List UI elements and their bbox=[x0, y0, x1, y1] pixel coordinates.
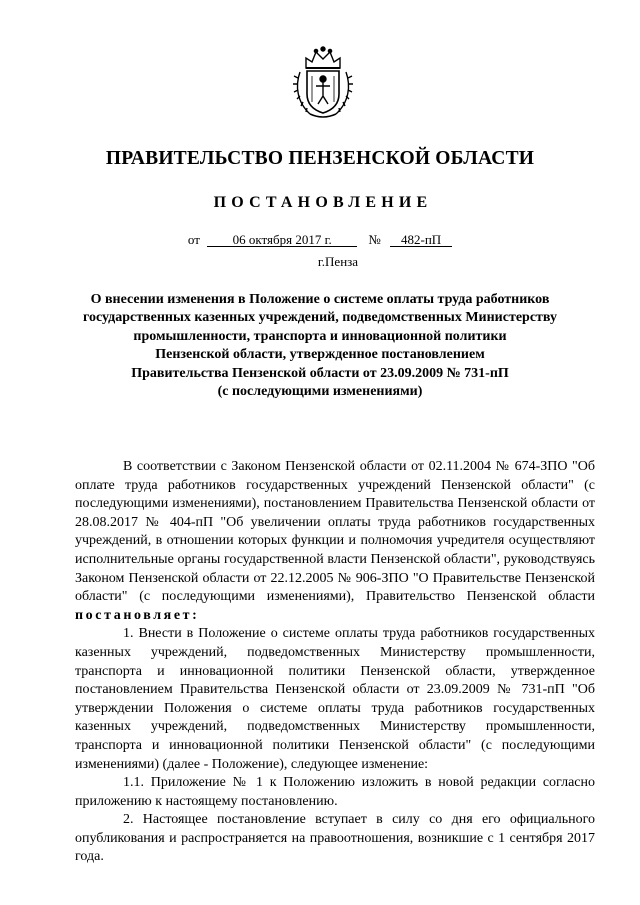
heading-line: (с последующими изменениями) bbox=[217, 384, 423, 400]
document-number: 482-пП bbox=[390, 233, 452, 247]
preamble-text: В соответствии с Законом Пензенской области от 02.11.2004 № 674-ЗПО "Об оплате труда работников государственных учреждений Пензенской области" (с последующими изменениями), постановлением Правительства Пензенской области от 28.08.2017 № 404-пП "Об увеличении оплаты труда работников государственных учреждений, в отношении которых функции и полномочия учредителя осуществляют исполнительные органы государственной власти Пензенской области", руководствуясь Законом Пензенской области от 22.12.2005 № 906-ЗПО "О Правительстве Пензенской области" (с последующими изменениями), Правительство Пензенской области bbox=[75, 459, 595, 605]
heading-line: промышленности, транспорта и инновационной политики bbox=[133, 328, 507, 344]
city: г.Пенза bbox=[317, 254, 359, 269]
number-sign: № bbox=[368, 232, 381, 247]
government-title: ПРАВИТЕЛЬСТВО ПЕНЗЕНСКОЙ ОБЛАСТИ bbox=[105, 148, 535, 169]
decides-word: постановляет: bbox=[75, 607, 200, 623]
heading-line: государственных казенных учреждений, подведомственных Министерству bbox=[82, 310, 558, 326]
document-date: 06 октября 2017 г. bbox=[207, 233, 357, 247]
item-2-paragraph: 2. Настоящее постановление вступает в силу со дня его официального опубликования и распространяется на правоотношения, возникшие с 1 сентября 2017 года. bbox=[75, 812, 595, 865]
document-heading bbox=[70, 291, 570, 401]
document-body bbox=[75, 458, 595, 867]
penza-region-coat-of-arms-icon bbox=[292, 46, 354, 120]
item-1-1-paragraph: 1.1. Приложение № 1 к Положению изложить в новой редакции согласно приложению к настоящему постановлению. bbox=[75, 775, 595, 809]
heading-line: Пензенской области, утвержденное постановлением bbox=[155, 347, 485, 363]
preamble-paragraph bbox=[75, 458, 595, 625]
item-1-paragraph: 1. Внести в Положение о системе оплаты труда работников государственных казенных учреждений, подведомственных Министерству промышленности, транспорта и инновационной политики Пензенской области, утвержденное постановлением Правительства Пензенской области от 23.09.2009 № 731-пП "Об утверждении Положения о системе оплаты труда работников государственных казенных учреждений, подведомственных Министерству промышленности, транспорта и инновационной политики Пензенской области" (с последующими изменениями) (далее - Положение), следующее изменение: bbox=[75, 626, 595, 772]
heading-line: Правительства Пензенской области от 23.09.2009 № 731-пП bbox=[131, 365, 509, 381]
document-type: ПОСТАНОВЛЕНИЕ bbox=[213, 194, 433, 211]
date-number-line bbox=[0, 232, 640, 248]
date-prefix: от bbox=[187, 232, 200, 247]
heading-line: О внесении изменения в Положение о системе оплаты труда работников bbox=[90, 292, 550, 307]
